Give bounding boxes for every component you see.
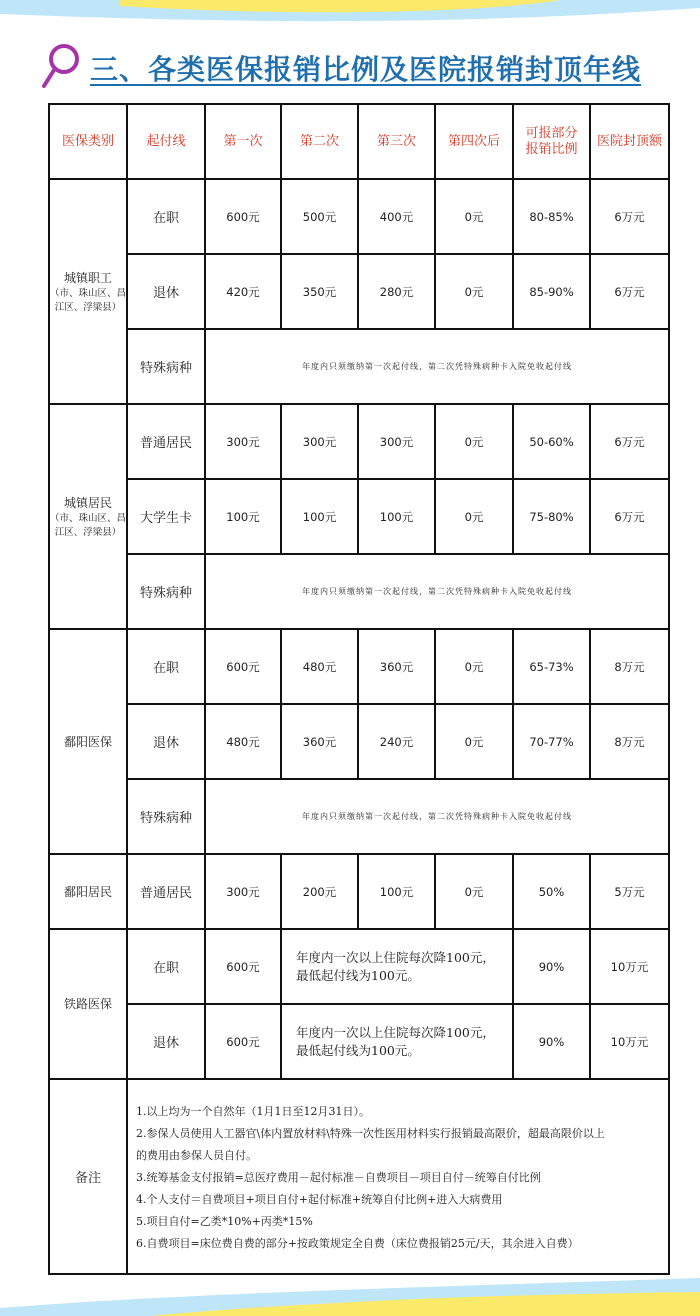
sub-category-cell: 在职 — [127, 929, 205, 1004]
table-header-row — [49, 104, 669, 179]
category-cell: 鄱阳居民 — [49, 854, 127, 929]
value-cell: 300元 — [205, 854, 281, 929]
value-cell: 6万元 — [590, 179, 669, 254]
category-cell — [49, 179, 127, 404]
value-cell: 100元 — [358, 854, 435, 929]
value-cell: 500元 — [281, 179, 358, 254]
table-row-special — [49, 779, 669, 854]
sub-category-cell: 普通居民 — [127, 404, 205, 479]
header-cell: 医保类别 — [49, 104, 127, 179]
value-cell: 0元 — [435, 629, 513, 704]
category-name: 城镇居民 — [63, 495, 112, 510]
value-cell: 6万元 — [590, 479, 669, 554]
header-cell: 起付线 — [127, 104, 205, 179]
value-cell: 90% — [513, 929, 590, 1004]
category-name: 城镇职工 — [63, 270, 112, 285]
remark-line: 1.以上均为一个自然年（1月1日至12月31日）。 — [136, 1104, 370, 1118]
table-row — [49, 1004, 669, 1079]
value-cell: 300元 — [358, 404, 435, 479]
value-cell: 90% — [513, 1004, 590, 1079]
value-cell: 65-73% — [513, 629, 590, 704]
sub-category-cell: 在职 — [127, 629, 205, 704]
table-row — [49, 704, 669, 779]
value-cell: 600元 — [205, 179, 281, 254]
remark-line: 6.自费项目=床位费自费的部分+按政策规定全自费（床位费报销25元/天，其余进入自费） — [136, 1236, 579, 1250]
rail-note-cell — [281, 929, 513, 1004]
table-row — [49, 479, 669, 554]
sub-category-cell: 大学生卡 — [127, 479, 205, 554]
rail-note-line: 年度内一次以上住院每次降100元， — [296, 949, 495, 965]
value-cell: 100元 — [205, 479, 281, 554]
value-cell: 85-90% — [513, 254, 590, 329]
table-row — [49, 854, 669, 929]
category-cell: 铁路医保 — [49, 929, 127, 1079]
value-cell: 360元 — [281, 704, 358, 779]
value-cell: 600元 — [205, 629, 281, 704]
value-cell: 400元 — [358, 179, 435, 254]
value-cell: 10万元 — [590, 1004, 669, 1079]
sub-category-cell: 退休 — [127, 704, 205, 779]
value-cell: 50-60% — [513, 404, 590, 479]
value-cell: 100元 — [358, 479, 435, 554]
table-row — [49, 254, 669, 329]
category-cell — [49, 404, 127, 629]
value-cell: 350元 — [281, 254, 358, 329]
value-cell: 8万元 — [590, 704, 669, 779]
value-cell: 100元 — [281, 479, 358, 554]
top-wave-decoration — [0, 0, 700, 30]
value-cell: 600元 — [205, 1004, 281, 1079]
header-cell — [513, 104, 590, 179]
header-ratio-text: 可报部分报销比例 — [525, 125, 578, 157]
insurance-table — [48, 103, 670, 1275]
rail-note-line: 最低起付线为100元。 — [296, 1042, 420, 1058]
rail-note-line: 年度内一次以上住院每次降100元， — [296, 1024, 495, 1040]
special-note-cell: 年度内只须缴纳第一次起付线，第二次凭特殊病种卡入院免收起付线 — [205, 779, 669, 854]
value-cell: 280元 — [358, 254, 435, 329]
value-cell: 6万元 — [590, 404, 669, 479]
remark-line: 5.项目自付=乙类*10%+丙类*15% — [136, 1214, 313, 1228]
category-note: （市、珠山区、昌江区、浮梁县） — [50, 512, 127, 538]
value-cell: 5万元 — [590, 854, 669, 929]
remark-line: 3.统筹基金支付报销=总医疗费用－起付标准－自费项目－项目自付－统筹自付比例 — [136, 1170, 541, 1184]
remarks-row — [49, 1079, 669, 1274]
value-cell: 75-80% — [513, 479, 590, 554]
sub-category-cell: 普通居民 — [127, 854, 205, 929]
value-cell: 420元 — [205, 254, 281, 329]
category-note: （市、珠山区、昌江区、浮梁县） — [50, 287, 127, 313]
value-cell: 0元 — [435, 254, 513, 329]
value-cell: 80-85% — [513, 179, 590, 254]
value-cell: 300元 — [205, 404, 281, 479]
rail-note-line: 最低起付线为100元。 — [296, 967, 420, 983]
remark-line: 2.参保人员使用人工器官\体内置放材料\特殊一次性医用材料实行报销最高限价，超最高限价以上 — [136, 1126, 605, 1140]
value-cell: 0元 — [435, 854, 513, 929]
value-cell: 0元 — [435, 404, 513, 479]
value-cell: 300元 — [281, 404, 358, 479]
remarks-content — [127, 1079, 669, 1274]
special-note-cell: 年度内只须缴纳第一次起付线，第二次凭特殊病种卡入院免收起付线 — [205, 329, 669, 404]
value-cell: 480元 — [281, 629, 358, 704]
remark-line: 的费用由参保人员自付。 — [136, 1148, 257, 1162]
sub-category-cell: 特殊病种 — [127, 329, 205, 404]
sub-category-cell: 特殊病种 — [127, 554, 205, 629]
value-cell: 360元 — [358, 629, 435, 704]
special-note-cell: 年度内只须缴纳第一次起付线，第二次凭特殊病种卡入院免收起付线 — [205, 554, 669, 629]
value-cell: 8万元 — [590, 629, 669, 704]
rail-note-cell — [281, 1004, 513, 1079]
value-cell: 240元 — [358, 704, 435, 779]
value-cell: 0元 — [435, 479, 513, 554]
header-cell: 第二次 — [281, 104, 358, 179]
table-row-special — [49, 554, 669, 629]
sub-category-cell: 在职 — [127, 179, 205, 254]
value-cell: 6万元 — [590, 254, 669, 329]
bottom-wave-decoration — [0, 1270, 700, 1316]
table-row — [49, 179, 669, 254]
value-cell: 0元 — [435, 179, 513, 254]
remarks-label: 备注 — [49, 1079, 127, 1274]
sub-category-cell: 特殊病种 — [127, 779, 205, 854]
category-cell: 鄱阳医保 — [49, 629, 127, 854]
header-cell: 第四次后 — [435, 104, 513, 179]
table-row — [49, 629, 669, 704]
value-cell: 50% — [513, 854, 590, 929]
magnifier-icon — [40, 42, 84, 90]
table-row — [49, 929, 669, 1004]
value-cell: 200元 — [281, 854, 358, 929]
value-cell: 600元 — [205, 929, 281, 1004]
value-cell: 480元 — [205, 704, 281, 779]
page-title: 三、各类医保报销比例及医院报销封顶年线 — [90, 53, 642, 86]
value-cell: 10万元 — [590, 929, 669, 1004]
header-cell: 医院封顶额 — [590, 104, 669, 179]
table-row-special — [49, 329, 669, 404]
table-row — [49, 404, 669, 479]
sub-category-cell: 退休 — [127, 1004, 205, 1079]
header-cell: 第一次 — [205, 104, 281, 179]
remark-line: 4.个人支付＝自费项目+项目自付+起付标准+统筹自付比例+进入大病费用 — [136, 1192, 503, 1206]
sub-category-cell: 退休 — [127, 254, 205, 329]
value-cell: 70-77% — [513, 704, 590, 779]
header-cell: 第三次 — [358, 104, 435, 179]
value-cell: 0元 — [435, 704, 513, 779]
